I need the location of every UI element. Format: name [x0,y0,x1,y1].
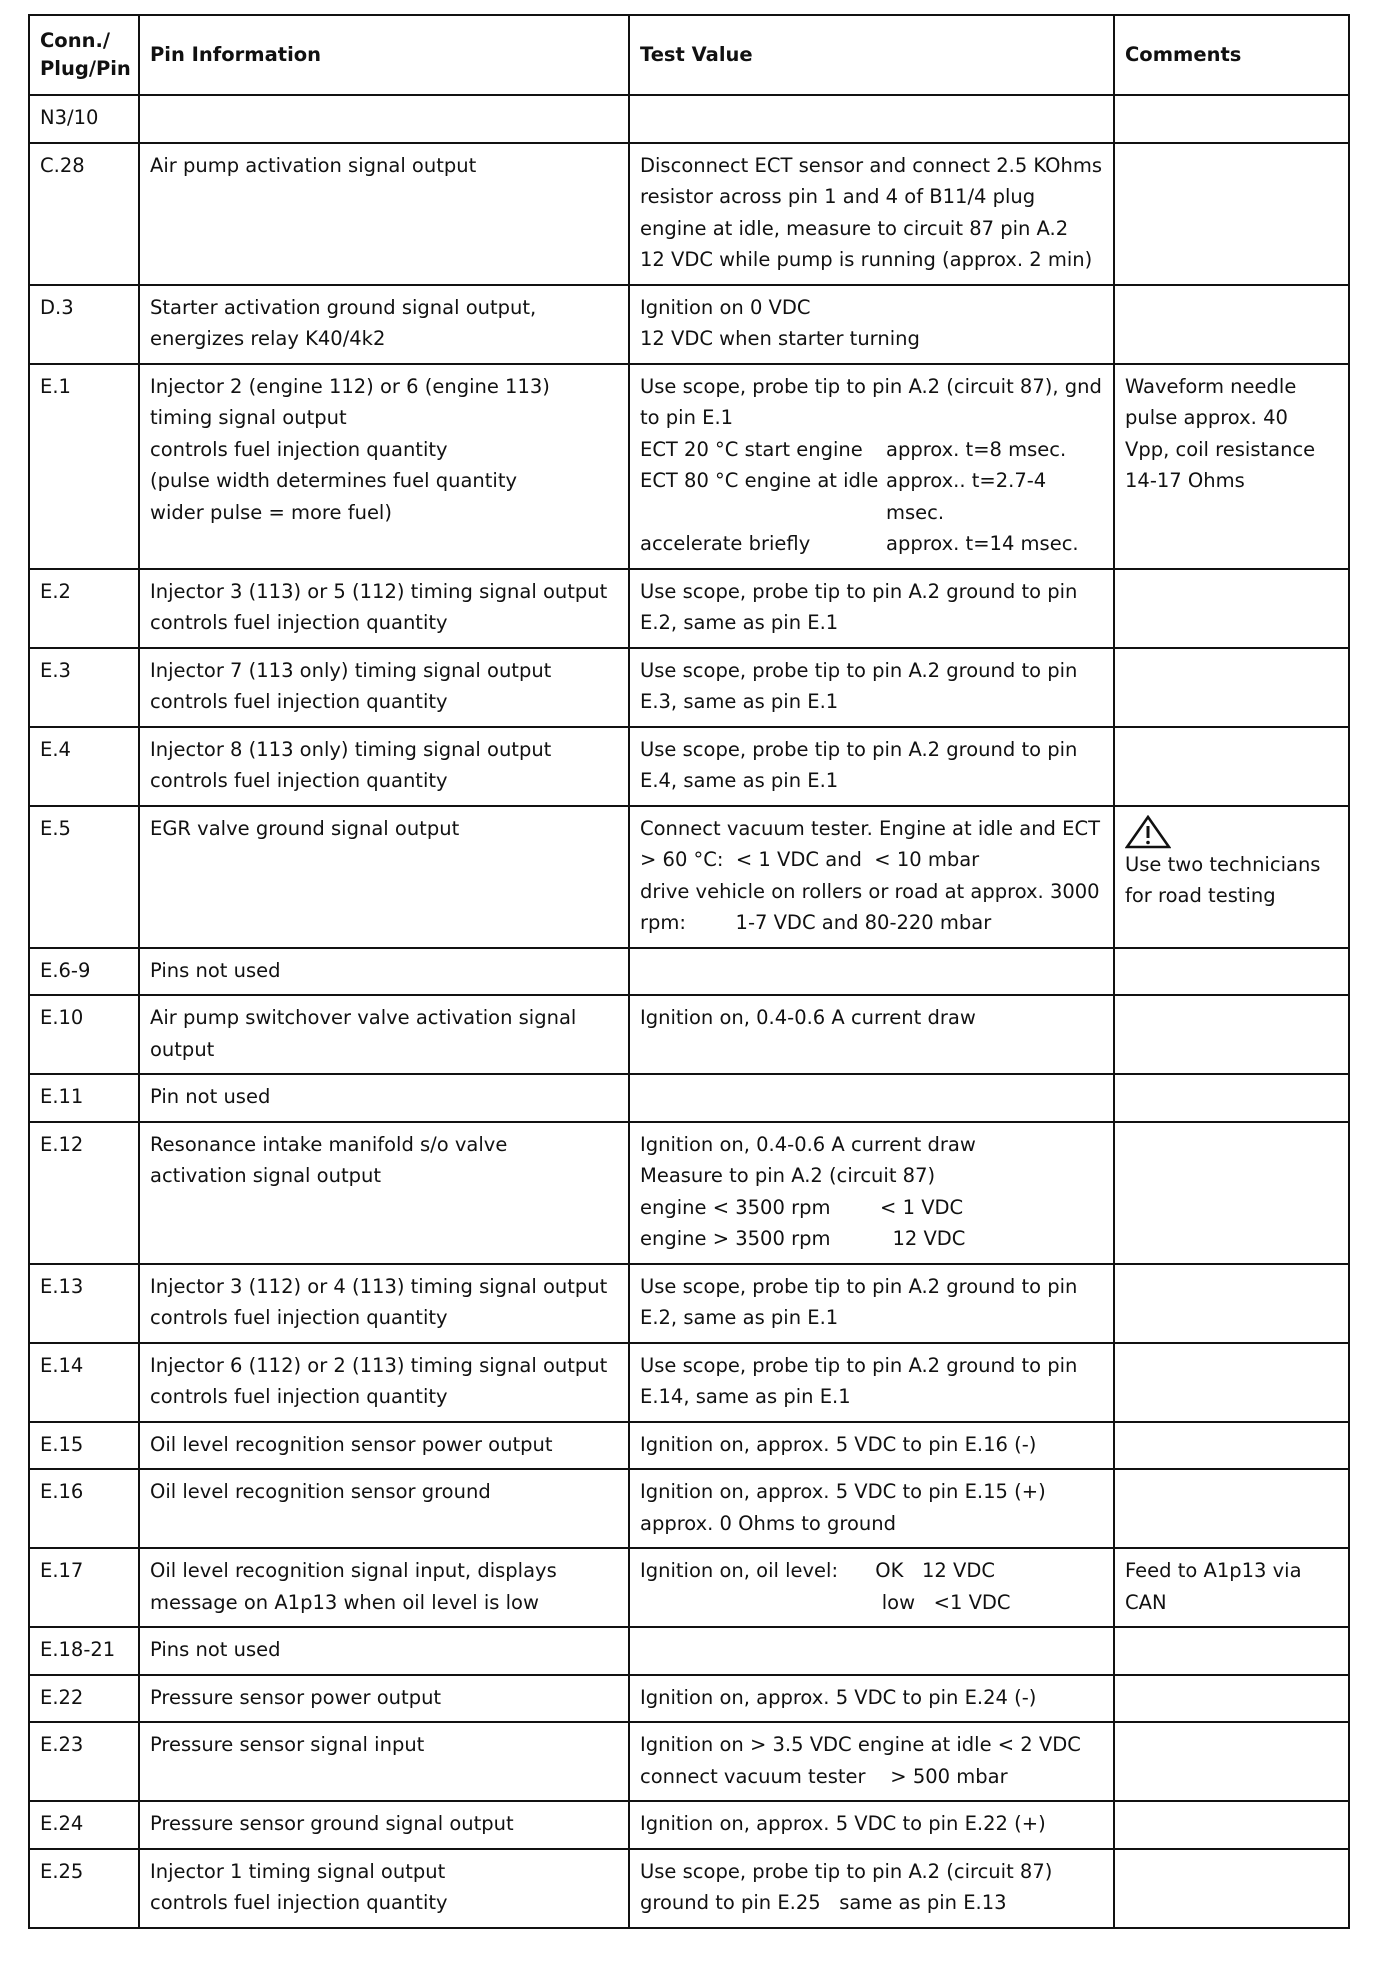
pin-cell [29,285,139,364]
test-value-cell [629,1801,1114,1849]
pin-id: E.13 [40,1274,84,1298]
test-value-line: Ignition on, oil level: OK 12 VDC [640,1559,995,1582]
pin-id: E.22 [40,1685,84,1709]
table-row [29,1548,1349,1627]
pin-information-cell [139,1627,629,1675]
test-value-line: Ignition on, approx. 5 VDC to pin E.24 (-) [640,1685,1037,1709]
pin-information-line: Starter activation ground signal output, [150,295,537,319]
test-value-cell [629,95,1114,143]
header-pin-information: Pin Information [139,15,629,95]
pin-information-lines [150,1476,620,1508]
pin-id: E.10 [40,1006,84,1029]
table-row [29,1849,1349,1928]
pin-information-line: Air pump activation signal output [150,153,477,177]
pin-information-line: Injector 6 (112) or 2 (113) timing signal output [150,1353,608,1377]
pin-test-document [28,14,1348,1929]
table-row [29,727,1349,806]
pin-information-line: Air pump switchover valve activation signal [150,1006,577,1029]
pin-information-line: Injector 7 (113 only) timing signal output [150,658,552,682]
test-value-cell [629,143,1114,285]
comment-line: 14-17 Ohms [1125,469,1245,492]
comments-cell [1114,948,1349,996]
comments-cell [1114,806,1349,948]
pin-information-cell [139,1264,629,1343]
test-value-line: Ignition on, approx. 5 VDC to pin E.16 (-) [640,1432,1037,1456]
comment-line: Feed to A1p13 via [1125,1559,1302,1582]
header-test-value: Test Value [629,15,1114,95]
test-value-line: Disconnect ECT sensor and connect 2.5 KOhms [640,153,1103,177]
pin-cell [29,1074,139,1122]
pin-information-line: Pressure sensor ground signal output [150,1812,514,1835]
pin-information-line: activation signal output [150,1164,381,1187]
table-row [29,95,1349,143]
comments-cell [1114,1469,1349,1548]
table-row [29,364,1349,569]
pin-id: N3/10 [40,106,99,129]
test-value-lines [640,1002,1105,1034]
test-value-line: Use scope, probe tip to pin A.2 (circuit 87) [640,1859,1053,1883]
test-value-measurement [640,434,1105,466]
pin-information-cell [139,1122,629,1264]
pin-cell [29,569,139,648]
comments-cell [1114,995,1349,1074]
test-value-measurement [640,465,1105,528]
table-row [29,648,1349,727]
pin-information-line: Pin not used [150,1085,271,1108]
comments-cell [1114,1548,1349,1627]
pin-information-cell [139,1469,629,1548]
pin-cell [29,1801,139,1849]
pin-test-table [28,14,1350,1929]
comments-cell [1114,1074,1349,1122]
table-row [29,285,1349,364]
pin-information-line: Pressure sensor signal input [150,1733,425,1756]
test-value-measurement [640,528,1105,560]
pin-information-lines [150,150,620,182]
pin-information-cell [139,569,629,648]
table-row [29,569,1349,648]
test-value-lines [640,1729,1105,1792]
pin-information-line: output [150,1037,215,1061]
test-value-lines [640,655,1105,718]
test-value-line: engine at idle, measure to circuit 87 pin A.2 [640,216,1069,240]
pin-information-cell [139,1849,629,1928]
test-value-line: low <1 VDC [640,1590,1011,1614]
pin-information-cell [139,1074,629,1122]
header-row [29,15,1349,95]
pin-information-lines [150,1634,620,1666]
pin-information-line: Oil level recognition signal input, displays [150,1559,557,1582]
pin-cell [29,1469,139,1548]
test-value-line: engine > 3500 rpm 12 VDC [640,1227,966,1250]
pin-cell [29,95,139,143]
pin-cell [29,1422,139,1470]
pin-id: C.28 [40,153,85,177]
pin-id: E.12 [40,1132,84,1156]
pin-information-lines [150,1682,620,1714]
measurement-condition: ECT 80 °C engine at idle [640,469,879,492]
comments-cell [1114,727,1349,806]
test-value-lines [640,813,1105,939]
test-value-line: > 60 °C: < 1 VDC and < 10 mbar [640,848,980,871]
pin-information-lines [150,1808,620,1840]
table-row [29,1801,1349,1849]
test-value-cell [629,1722,1114,1801]
comments-cell [1114,1122,1349,1264]
pin-information-line: energizes relay K40/4k2 [150,327,386,350]
comments-cell [1114,1675,1349,1723]
pin-information-lines [150,955,620,987]
test-value-line: Ignition on, approx. 5 VDC to pin E.15 (+) [640,1480,1046,1503]
test-value-cell [629,285,1114,364]
pin-information-lines [150,1856,620,1919]
pin-id: E.16 [40,1480,84,1503]
pin-id: E.14 [40,1353,84,1377]
pin-cell [29,806,139,948]
table-row [29,806,1349,948]
test-value-lines [640,576,1105,639]
test-value-line: Ignition on 0 VDC [640,295,811,319]
pin-information-lines [150,1555,620,1618]
pin-information-cell [139,1548,629,1627]
pin-cell [29,648,139,727]
test-value-cell [629,727,1114,806]
pin-information-line: Pins not used [150,1638,281,1661]
test-value-cell [629,1343,1114,1422]
test-value-lines [640,734,1105,797]
pin-information-line: Pressure sensor power output [150,1685,442,1709]
table-row [29,1469,1349,1548]
test-value-cell [629,1422,1114,1470]
test-value-line: connect vacuum tester > 500 mbar [640,1764,1008,1788]
pin-cell [29,1122,139,1264]
pin-information-lines [150,292,620,355]
measurement-value: approx. t=8 msec. [886,437,1067,461]
pin-information-line: Oil level recognition sensor power output [150,1432,553,1456]
pin-information-cell [139,648,629,727]
pin-information-line: EGR valve ground signal output [150,816,460,840]
test-value-cell [629,1849,1114,1928]
test-value-cell [629,1122,1114,1264]
test-value-lines [640,1350,1105,1413]
pin-cell [29,1548,139,1627]
comments-cell [1114,143,1349,285]
pin-information-line: controls fuel injection quantity [150,611,448,634]
comment-line: Waveform needle [1125,374,1297,398]
comment-lines [1125,371,1340,497]
pin-information-line: Resonance intake manifold s/o valve [150,1132,508,1156]
pin-information-cell [139,285,629,364]
pin-information-cell [139,143,629,285]
measurement-condition: ECT 20 °C start engine [640,437,863,461]
pin-cell [29,948,139,996]
test-value-lines [640,1856,1105,1919]
pin-information-lines [150,1081,620,1113]
pin-information-lines [150,734,620,797]
test-value-line: to pin E.1 [640,406,734,429]
pin-information-lines [150,1729,620,1761]
pin-information-line: controls fuel injection quantity [150,1385,448,1408]
pin-information-lines [150,1350,620,1413]
warning-triangle-icon [1125,815,1171,849]
test-value-line: Use scope, probe tip to pin A.2 (circuit 87), gnd [640,374,1102,398]
test-value-cell [629,1074,1114,1122]
pin-id: E.2 [40,579,71,603]
pin-information-line: Oil level recognition sensor ground [150,1480,491,1503]
comments-cell [1114,569,1349,648]
test-value-line: engine < 3500 rpm < 1 VDC [640,1195,964,1219]
test-value-cell [629,1469,1114,1548]
pin-id: E.3 [40,658,71,682]
test-value-line: Use scope, probe tip to pin A.2 ground to pin [640,1274,1078,1298]
table-row [29,1627,1349,1675]
pin-information-lines [150,1429,620,1461]
test-value-line: Use scope, probe tip to pin A.2 ground to pin [640,658,1078,682]
comments-cell [1114,648,1349,727]
comments-cell [1114,1722,1349,1801]
pin-information-line: wider pulse = more fuel) [150,500,392,524]
comments-cell [1114,95,1349,143]
comment-line: pulse approx. 40 [1125,406,1288,429]
header-comments: Comments [1114,15,1349,95]
pin-information-cell [139,995,629,1074]
header-conn-plug-pin: Conn./ Plug/Pin [29,15,139,95]
test-value-line: Ignition on > 3.5 VDC engine at idle < 2 VDC [640,1733,1081,1756]
test-value-cell [629,569,1114,648]
pin-cell [29,1627,139,1675]
comments-cell [1114,364,1349,569]
pin-id: E.6-9 [40,958,91,982]
table-row [29,1675,1349,1723]
pin-cell [29,995,139,1074]
pin-id: E.5 [40,816,71,840]
test-value-lines [640,150,1105,276]
pin-information-line: controls fuel injection quantity [150,1891,448,1914]
pin-information-lines [150,1129,620,1192]
pin-information-lines [150,371,620,529]
test-value-line: 12 VDC when starter turning [640,327,920,350]
test-value-lines [640,1808,1105,1840]
test-value-line: E.2, same as pin E.1 [640,611,839,634]
test-value-cell [629,1627,1114,1675]
test-value-lines [640,1429,1105,1461]
pin-id: D.3 [40,295,74,319]
test-value-line: ground to pin E.25 same as pin E.13 [640,1891,1007,1914]
test-value-line: Ignition on, 0.4-0.6 A current draw [640,1006,976,1029]
pin-information-line: Injector 1 timing signal output [150,1859,446,1883]
pin-information-line: controls fuel injection quantity [150,437,448,461]
pin-information-line: controls fuel injection quantity [150,1306,448,1329]
pin-cell [29,1675,139,1723]
test-value-line: E.2, same as pin E.1 [640,1306,839,1329]
test-value-line: drive vehicle on rollers or road at approx. 3000 [640,879,1100,903]
pin-information-lines [150,813,620,845]
pin-information-cell [139,95,629,143]
pin-information-line: Injector 8 (113 only) timing signal output [150,737,552,761]
comments-cell [1114,1343,1349,1422]
comment-lines [1125,1555,1340,1618]
table-row [29,1264,1349,1343]
test-value-line: Connect vacuum tester. Engine at idle and ECT [640,816,1100,840]
pin-information-lines [150,1271,620,1334]
pin-id: E.17 [40,1559,84,1582]
pin-cell [29,1722,139,1801]
test-value-cell [629,1264,1114,1343]
pin-cell [29,143,139,285]
comments-cell [1114,285,1349,364]
test-value-line: Use scope, probe tip to pin A.2 ground to pin [640,579,1078,603]
test-value-line: 12 VDC while pump is running (approx. 2 min) [640,248,1093,271]
pin-id: E.1 [40,374,71,398]
pin-information-lines [150,655,620,718]
pin-information-line: Injector 3 (112) or 4 (113) timing signal output [150,1274,608,1298]
pin-information-cell [139,364,629,569]
pin-information-lines [150,576,620,639]
test-value-cell [629,648,1114,727]
test-value-lines [640,1271,1105,1334]
comments-cell [1114,1849,1349,1928]
pin-information-line: controls fuel injection quantity [150,690,448,713]
pin-information-lines [150,1002,620,1065]
test-value-cell [629,806,1114,948]
pin-information-line: controls fuel injection quantity [150,769,448,792]
test-value-line: Use scope, probe tip to pin A.2 ground to pin [640,737,1078,761]
pin-information-cell [139,1722,629,1801]
pin-information-line: Injector 3 (113) or 5 (112) timing signal output [150,579,608,603]
test-value-line: Ignition on, 0.4-0.6 A current draw [640,1132,976,1156]
table-row [29,995,1349,1074]
test-value-cell [629,1675,1114,1723]
pin-cell [29,1849,139,1928]
pin-cell [29,1343,139,1422]
pin-information-line: message on A1p13 when oil level is low [150,1590,539,1614]
measurement-value: approx. t=14 msec. [886,532,1079,555]
comments-cell [1114,1801,1349,1849]
test-value-line: rpm: 1-7 VDC and 80-220 mbar [640,911,992,934]
test-value-line: resistor across pin 1 and 4 of B11/4 plug [640,185,1036,208]
pin-information-cell [139,1801,629,1849]
test-value-lines [640,292,1105,355]
test-value-line: Ignition on, approx. 5 VDC to pin E.22 (+) [640,1812,1046,1835]
test-value-lines [640,1555,1105,1618]
test-value-lines [640,1476,1105,1539]
table-row [29,1422,1349,1470]
pin-information-line: (pulse width determines fuel quantity [150,469,518,492]
comment-line: Vpp, coil resistance [1125,437,1316,461]
pin-id: E.24 [40,1812,84,1835]
table-row [29,948,1349,996]
comments-cell [1114,1422,1349,1470]
pin-id: E.4 [40,737,71,761]
pin-information-cell [139,806,629,948]
comment-lines [1125,849,1340,912]
test-value-line: E.3, same as pin E.1 [640,690,839,713]
pin-id: E.23 [40,1733,84,1756]
pin-information-cell [139,1422,629,1470]
test-value-line: approx. 0 Ohms to ground [640,1511,896,1535]
measurement-value: approx.. t=2.7-4 msec. [886,469,1047,524]
table-row [29,143,1349,285]
pin-information-cell [139,948,629,996]
test-value-line: E.4, same as pin E.1 [640,769,839,792]
measurement-condition: accelerate briefly [640,532,811,555]
comment-line: Use two technicians [1125,852,1321,876]
test-value-line: Use scope, probe tip to pin A.2 ground to pin [640,1353,1078,1377]
pin-cell [29,1264,139,1343]
pin-information-cell [139,727,629,806]
comment-line: for road testing [1125,884,1276,907]
comments-cell [1114,1627,1349,1675]
table-body [29,95,1349,1928]
pin-information-line: Injector 2 (engine 112) or 6 (engine 113) [150,374,550,398]
test-value-lines [640,1682,1105,1714]
test-value-cell [629,1548,1114,1627]
pin-information-line: Pins not used [150,958,281,982]
pin-information-cell [139,1343,629,1422]
comment-line: CAN [1125,1590,1167,1614]
pin-id: E.11 [40,1085,84,1108]
pin-id: E.25 [40,1859,84,1883]
pin-id: E.18-21 [40,1638,116,1661]
test-value-lines [640,371,1105,434]
table-row [29,1122,1349,1264]
test-value-cell [629,364,1114,569]
comments-cell [1114,1264,1349,1343]
test-value-lines [640,1129,1105,1255]
test-value-line: Measure to pin A.2 (circuit 87) [640,1164,936,1187]
test-value-cell [629,948,1114,996]
table-row [29,1074,1349,1122]
pin-id: E.15 [40,1432,84,1456]
pin-information-cell [139,1675,629,1723]
test-value-cell [629,995,1114,1074]
test-value-line: E.14, same as pin E.1 [640,1385,851,1408]
table-row [29,1722,1349,1801]
table-row [29,1343,1349,1422]
pin-cell [29,364,139,569]
pin-information-line: timing signal output [150,406,347,429]
pin-cell [29,727,139,806]
